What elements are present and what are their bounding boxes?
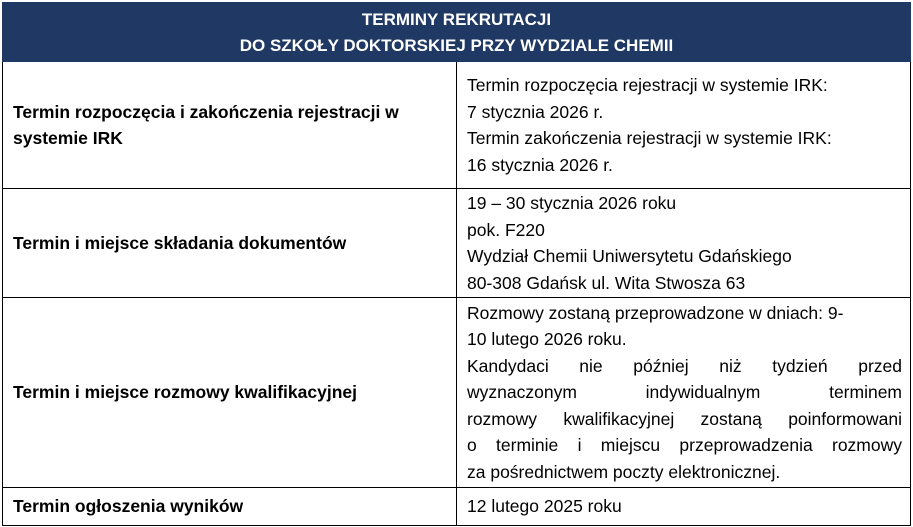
value-line: pok. F220 xyxy=(467,219,545,240)
value-line: Kandydaci nie później niż tydzień przed xyxy=(467,355,903,376)
table-row xyxy=(3,189,911,298)
table-row xyxy=(3,488,911,526)
recruitment-schedule xyxy=(2,2,910,523)
value-line: o terminie i miejscu przeprowadzenia rozmowy xyxy=(467,435,903,456)
table-title xyxy=(3,3,911,62)
row-value-results xyxy=(457,488,911,526)
table-header-row xyxy=(3,3,911,62)
row-value-interview xyxy=(457,298,911,488)
row-label-interview: Termin i miejsce rozmowy kwalifikacyjnej xyxy=(3,298,457,488)
row-label-results: Termin ogłoszenia wyników xyxy=(3,488,457,526)
value-line: Wydział Chemii Uniwersytetu Gdańskiego xyxy=(467,246,792,266)
value-line: 7 stycznia 2026 r. xyxy=(467,101,604,122)
value-line: wyznaczonym indywidualnym terminem xyxy=(467,382,903,403)
value-line: za pośrednictwem poczty elektronicznej. xyxy=(467,461,781,482)
title-line-1: TERMINY REKRUTACJI xyxy=(361,10,552,29)
value-line: 80-308 Gdańsk ul. Wita Stwosza 63 xyxy=(467,272,746,293)
table-row xyxy=(3,62,911,189)
schedule-table xyxy=(2,2,911,526)
row-label-registration: Termin rozpoczęcia i zakończenia rejestracji w systemie IRK xyxy=(3,62,457,189)
value-line: 16 stycznia 2026 r. xyxy=(467,154,613,175)
table-row xyxy=(3,298,911,488)
value-line: 10 lutego 2026 roku. xyxy=(467,329,627,350)
title-line-2: DO SZKOŁY DOKTORSKIEJ PRZY WYDZIALE CHEMII xyxy=(239,36,674,55)
value-line: Termin zakończenia rejestracji w systemie IRK: xyxy=(467,128,832,148)
value-line: Termin rozpoczęcia rejestracji w systemie IRK: xyxy=(467,75,828,95)
value-line: rozmowy kwalifikacyjnej zostaną poinformowani xyxy=(467,408,903,429)
value-line: 19 – 30 stycznia 2026 roku xyxy=(467,193,677,213)
value-line: Rozmowy zostaną przeprowadzone w dniach: 9- xyxy=(467,302,844,323)
row-value-registration xyxy=(457,62,911,189)
row-value-documents xyxy=(457,189,911,298)
value-line: 12 lutego 2025 roku xyxy=(467,496,622,517)
row-label-documents: Termin i miejsce składania dokumentów xyxy=(3,189,457,298)
